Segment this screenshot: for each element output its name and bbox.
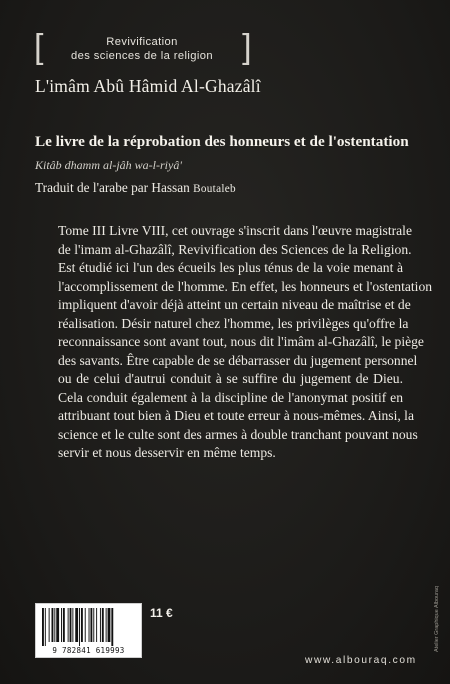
blurb-line: Tome III Livre VIII, cet ouvrage s'inscrit dans l'œuvre magistrale bbox=[58, 223, 412, 238]
blurb-line: réalisation. Désir naturel chez l'homme, les privilèges qu'offre la bbox=[58, 315, 409, 331]
translator-surname: Boutaleb bbox=[193, 183, 236, 195]
barcode-bar bbox=[90, 608, 92, 642]
blurb-line: des savants. Être capable de se débarrasser du jugement personnel bbox=[58, 352, 418, 368]
blurb-line: ou de celui d'autrui conduit à se suffire du jugement de Dieu. bbox=[58, 371, 403, 386]
blurb-line: de l'imam al-Ghazâlî, Revivification des Sciences de la Religion. bbox=[58, 241, 412, 257]
series-block bbox=[34, 28, 252, 67]
barcode-bar bbox=[56, 608, 59, 642]
barcode-bar bbox=[102, 608, 104, 642]
blurb-line: attribuant tout bien à Dieu et toute erreur à nous-mêmes. Ainsi, la bbox=[58, 408, 414, 423]
price-label: 11 € bbox=[150, 606, 173, 620]
blurb-line: Cela conduit également à la discipline de l'anonymat positif en bbox=[58, 389, 403, 405]
barcode-bars-icon bbox=[42, 608, 135, 646]
author-name: L'imâm Abû Hâmid Al-Ghazâlî bbox=[35, 76, 261, 96]
barcode-bar bbox=[106, 608, 107, 642]
website-url: www.albouraq.com bbox=[305, 655, 417, 666]
barcode-bar bbox=[75, 608, 78, 642]
translator-credit bbox=[35, 180, 236, 196]
blurb-line: l'accomplissement de l'homme. En effet, les honneurs et l'ostentation bbox=[58, 278, 433, 294]
barcode-bar bbox=[52, 608, 54, 642]
barcode-bar bbox=[61, 608, 62, 642]
blurb-line: reconnaissance sont avant tout, nous dit l'imâm al-Ghazâlî, le piège bbox=[58, 334, 424, 349]
barcode-bar bbox=[63, 608, 65, 642]
blurb-line: servir et nous desservir en même temps. bbox=[58, 445, 276, 460]
barcode bbox=[35, 603, 142, 658]
barcode-bar bbox=[49, 608, 50, 642]
barcode-bar bbox=[111, 608, 113, 646]
series-line-1: Revivification bbox=[106, 36, 178, 48]
barcode-bar bbox=[70, 608, 72, 642]
series-line-2: des sciences de la religion bbox=[70, 50, 214, 62]
barcode-bar bbox=[93, 608, 94, 642]
blurb-line: science et le culte sont des armes à double tranchant pouvant nous bbox=[58, 426, 418, 442]
barcode-bar bbox=[100, 608, 101, 642]
barcode-bar bbox=[96, 608, 97, 642]
barcode-bar bbox=[68, 608, 69, 642]
barcode-bar bbox=[108, 608, 111, 642]
barcode-bar bbox=[54, 608, 55, 642]
book-subtitle: Kitâb dhamm al-jâh wa-l-riyâ' bbox=[35, 158, 182, 172]
barcode-bar bbox=[79, 608, 80, 646]
barcode-bar bbox=[45, 608, 46, 646]
blurb-line: Est étudié ici l'un des écueils les plus ténus de la voie menant à bbox=[58, 260, 403, 275]
blurb-text bbox=[58, 222, 433, 463]
barcode-bar bbox=[72, 608, 73, 642]
barcode-bar bbox=[42, 608, 44, 646]
right-bracket-icon: ] bbox=[242, 28, 252, 66]
translator-prefix: Traduit de l'arabe par Hassan bbox=[35, 180, 194, 195]
barcode-bar bbox=[81, 608, 83, 642]
barcode-digits: 9 782841 619993 bbox=[52, 646, 125, 655]
series-lines bbox=[36, 33, 248, 63]
barcode-bar bbox=[85, 608, 86, 642]
design-credit: Atelier Graphique Albouraq bbox=[434, 585, 440, 652]
left-bracket-icon: [ bbox=[34, 28, 44, 66]
book-title: Le livre de la réprobation des honneurs et de l'ostentation bbox=[35, 133, 409, 150]
blurb-line: impliquent d'avoir déjà atteint un certain niveau de maîtrise et de bbox=[58, 297, 411, 312]
barcode-bar bbox=[89, 608, 90, 642]
